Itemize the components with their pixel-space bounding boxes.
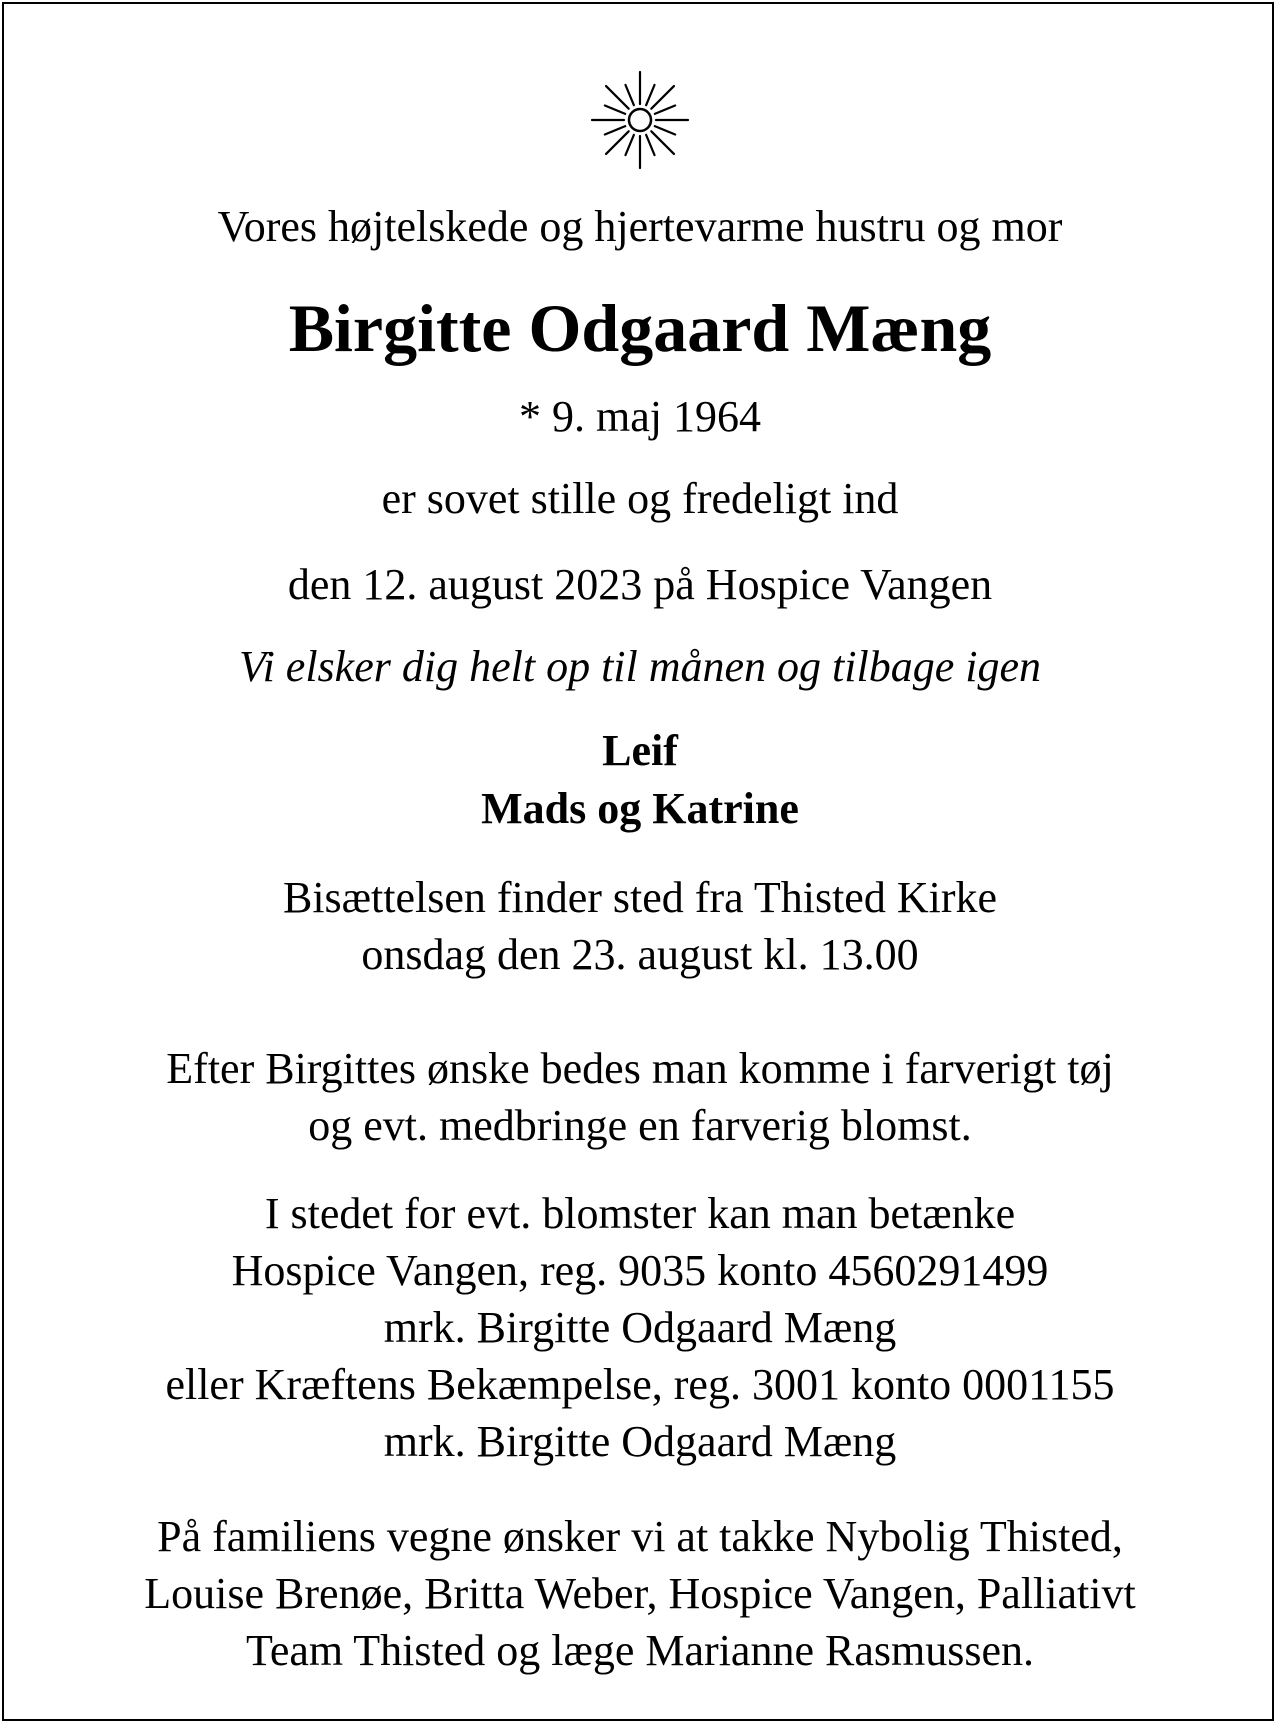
sun-icon — [580, 60, 700, 180]
sun-ray — [655, 105, 675, 113]
sun-ray — [605, 126, 625, 134]
thanks-line: Team Thisted og læge Marianne Rasmussen. — [246, 1626, 1034, 1675]
passing-line: er sovet stille og fredeligt ind — [381, 474, 899, 523]
donation-line: I stedet for evt. blomster kan man betænke — [264, 1189, 1016, 1238]
sun-ray — [655, 126, 675, 134]
sun-ray — [646, 85, 654, 105]
sun-ray — [606, 86, 629, 109]
sun-ray — [606, 131, 629, 154]
funeral-info — [0, 869, 1280, 983]
quote: Vi elsker dig helt op til månen og tilbage igen — [238, 642, 1042, 691]
sun-ray — [605, 105, 625, 113]
donation-line: eller Kræftens Bekæmpelse, reg. 3001 konto 0001155 — [165, 1360, 1115, 1409]
funeral-line: onsdag den 23. august kl. 13.00 — [361, 930, 919, 979]
wish-line: Efter Birgittes ønske bedes man komme i farverigt tøj — [166, 1044, 1114, 1093]
thanks-line: Louise Brenøe, Britta Weber, Hospice Vangen, Palliativt — [144, 1569, 1136, 1618]
donation-info — [0, 1185, 1280, 1470]
donation-line: Hospice Vangen, reg. 9035 konto 4560291499 — [231, 1246, 1049, 1295]
donation-line: mrk. Birgitte Odgaard Mæng — [383, 1417, 897, 1466]
intro-line: Vores højtelskede og hjertevarme hustru og mor — [217, 202, 1063, 251]
sun-ray — [646, 135, 654, 155]
dress-wish — [0, 1040, 1280, 1154]
donation-line: mrk. Birgitte Odgaard Mæng — [383, 1303, 897, 1352]
sun-ray — [651, 86, 674, 109]
signer-children: Mads og Katrine — [481, 784, 799, 833]
thanks-message — [0, 1508, 1280, 1679]
sun-ray — [625, 135, 633, 155]
wish-line: og evt. medbringe en farverig blomst. — [308, 1101, 972, 1150]
birth-date: * 9. maj 1964 — [519, 392, 761, 441]
sun-ray — [625, 85, 633, 105]
thanks-line: På familiens vegne ønsker vi at takke Nybolig Thisted, — [157, 1512, 1123, 1561]
death-date-place: den 12. august 2023 på Hospice Vangen — [287, 560, 993, 609]
sun-ray — [651, 131, 674, 154]
signer-husband: Leif — [602, 726, 678, 775]
deceased-name: Birgitte Odgaard Mæng — [288, 290, 992, 366]
funeral-line: Bisættelsen finder sted fra Thisted Kirke — [282, 873, 998, 922]
